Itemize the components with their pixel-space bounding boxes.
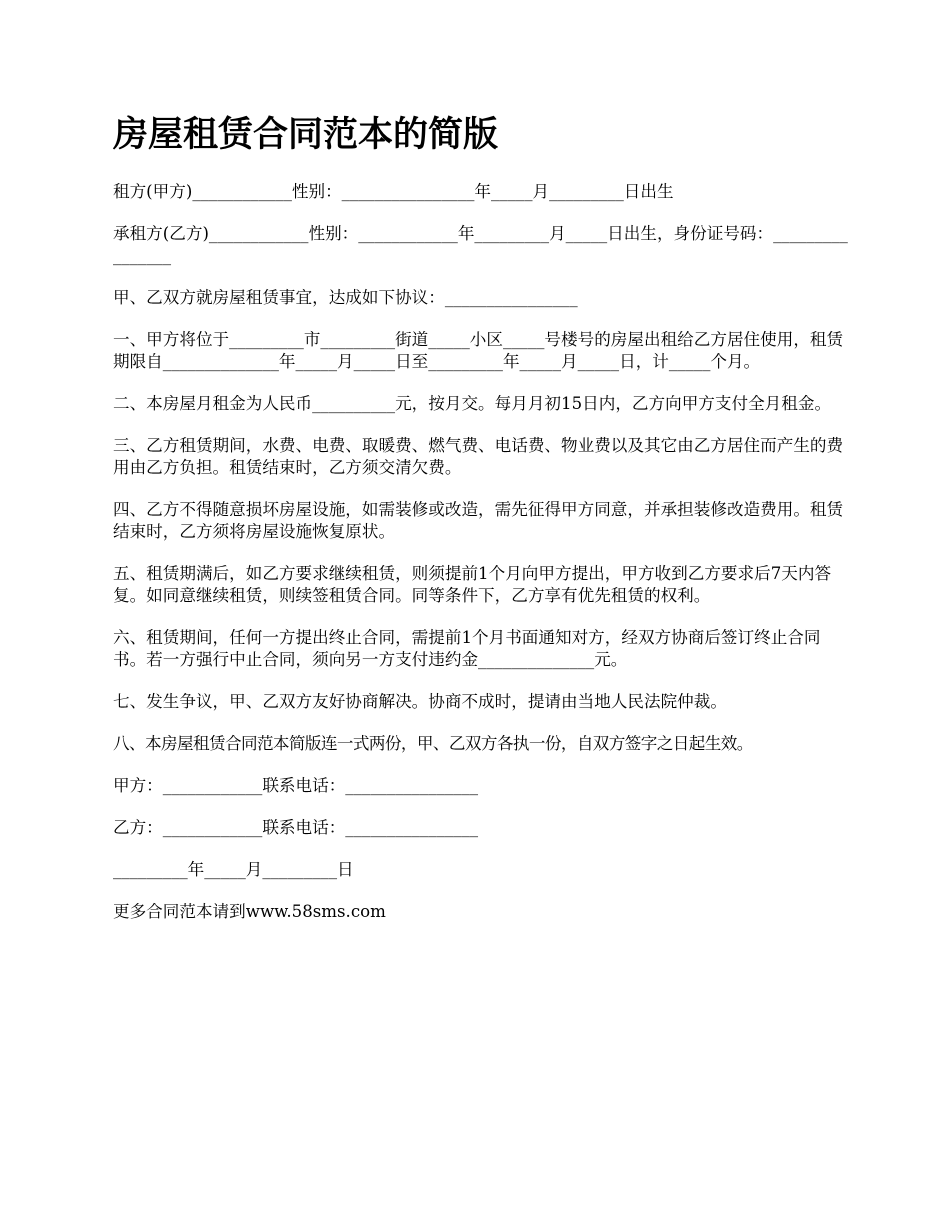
clause-5: 五、租赁期满后，如乙方要求继续租赁，则须提前1个月向甲方提出，甲方收到乙方要求后7天内答复。如同意继续租赁，则续签租赁合同。同等条件下，乙方享有优先租赁的权利。	[113, 564, 832, 605]
signing-date-line: _________年_____月_________日	[113, 860, 354, 879]
lessor-info-line: 租方(甲方)____________性别：________________年_____月_________日出生	[113, 182, 674, 201]
party-b-signature-line: 乙方：____________联系电话：________________	[113, 818, 479, 837]
clause-1: 一、甲方将位于_________市_________街道_____小区_____号楼号的房屋出租给乙方居住使用，租赁期限自______________年_____月_____日至_________年_____月_____日，计_____个月。	[113, 330, 844, 371]
clause-4: 四、乙方不得随意损坏房屋设施，如需装修或改造，需先征得甲方同意，并承担装修改造费用。租赁结束时，乙方须将房屋设施恢复原状。	[113, 500, 844, 541]
clause-6: 六、租赁期间，任何一方提出终止合同，需提前1个月书面通知对方，经双方协商后签订终止合同书。若一方强行中止合同，须向另一方支付违约金______________元。	[113, 628, 821, 669]
clause-2: 二、本房屋月租金为人民币__________元，按月交。每月月初15日内，乙方向甲方支付全月租金。	[113, 394, 832, 413]
clause-3: 三、乙方租赁期间，水费、电费、取暖费、燃气费、电话费、物业费以及其它由乙方居住而产生的费用由乙方负担。租赁结束时，乙方须交清欠费。	[113, 436, 844, 477]
contract-page	[113, 110, 850, 943]
document-title: 房屋租赁合同范本的简版	[113, 115, 499, 155]
footer-more-templates: 更多合同范本请到www.58sms.com	[113, 902, 386, 921]
party-a-signature-line: 甲方：____________联系电话：________________	[113, 776, 479, 795]
clause-8: 八、本房屋租赁合同范本简版连一式两份，甲、乙双方各执一份，自双方签字之日起生效。	[113, 734, 753, 753]
lessee-info-line: 承租方(乙方)____________性别：____________年_________月_____日出生，身份证号码：________________	[113, 224, 848, 265]
clause-7: 七、发生争议，甲、乙双方友好协商解决。协商不成时，提请由当地人民法院仲裁。	[113, 692, 727, 711]
agreement-intro: 甲、乙双方就房屋租赁事宜，达成如下协议：________________	[113, 288, 578, 307]
